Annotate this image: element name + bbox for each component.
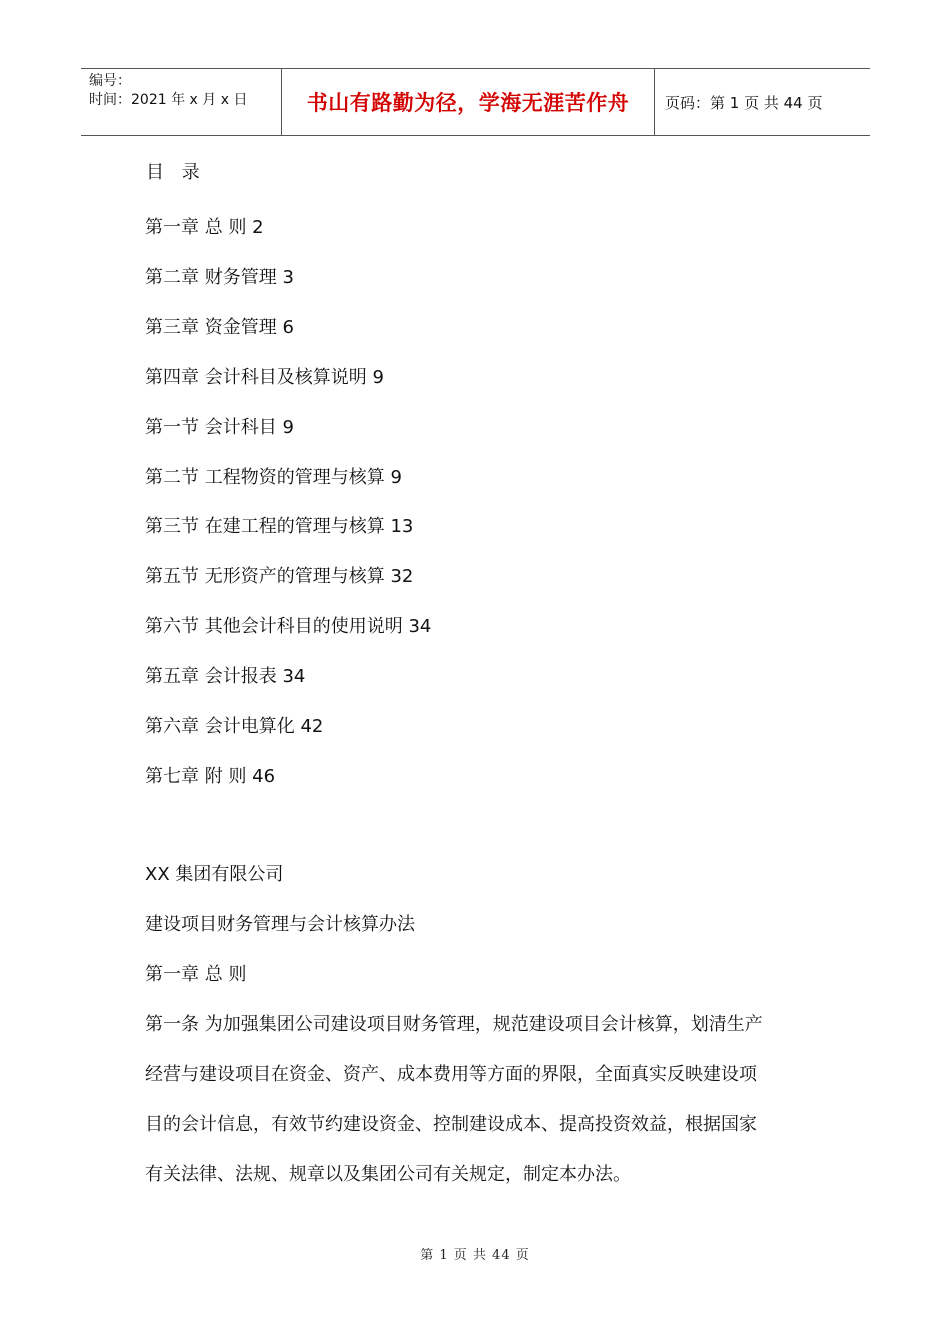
document-number: 编号： xyxy=(89,73,131,89)
page-footer: 第 1 页 共 44 页 xyxy=(420,1248,530,1263)
header-meta xyxy=(81,69,282,135)
toc-item: 第五节 无形资产的管理与核算 32 xyxy=(145,566,414,587)
toc-item: 第三章 资金管理 6 xyxy=(145,317,294,338)
paragraph-line: 第一条 为加强集团公司建设项目财务管理，规范建设项目会计核算，划清生产 xyxy=(145,1014,763,1035)
toc-item: 第二章 财务管理 3 xyxy=(145,267,294,288)
document-date: 时间：2021 年 x 月 x 日 xyxy=(89,92,248,108)
toc-item: 第一节 会计科目 9 xyxy=(145,417,294,438)
toc-item: 第六节 其他会计科目的使用说明 34 xyxy=(145,616,432,637)
document-title: 建设项目财务管理与会计核算办法 xyxy=(145,914,415,935)
toc-item: 第一章 总 则 2 xyxy=(145,217,264,238)
paragraph-line: 有关法律、法规、规章以及集团公司有关规定，制定本办法。 xyxy=(145,1164,631,1185)
page-header xyxy=(81,68,870,136)
toc-item: 第五章 会计报表 34 xyxy=(145,666,306,687)
paragraph-line: 目的会计信息，有效节约建设资金、控制建设成本、提高投资效益，根据国家 xyxy=(145,1114,757,1135)
company-name: XX 集团有限公司 xyxy=(145,864,284,885)
header-page-info: 页码：第 1 页 共 44 页 xyxy=(665,93,823,112)
header-motto: 书山有路勤为径，学海无涯苦作舟 xyxy=(282,69,655,135)
toc-item: 第二节 工程物资的管理与核算 9 xyxy=(145,467,402,488)
chapter-heading: 第一章 总 则 xyxy=(145,964,247,985)
toc-item: 第六章 会计电算化 42 xyxy=(145,716,324,737)
toc-item: 第三节 在建工程的管理与核算 13 xyxy=(145,516,414,537)
toc-item: 第四章 会计科目及核算说明 9 xyxy=(145,367,384,388)
toc-item: 第七章 附 则 46 xyxy=(145,766,276,787)
toc-title: 目 录 xyxy=(146,162,206,183)
paragraph-line: 经营与建设项目在资金、资产、成本费用等方面的界限，全面真实反映建设项 xyxy=(145,1064,757,1085)
